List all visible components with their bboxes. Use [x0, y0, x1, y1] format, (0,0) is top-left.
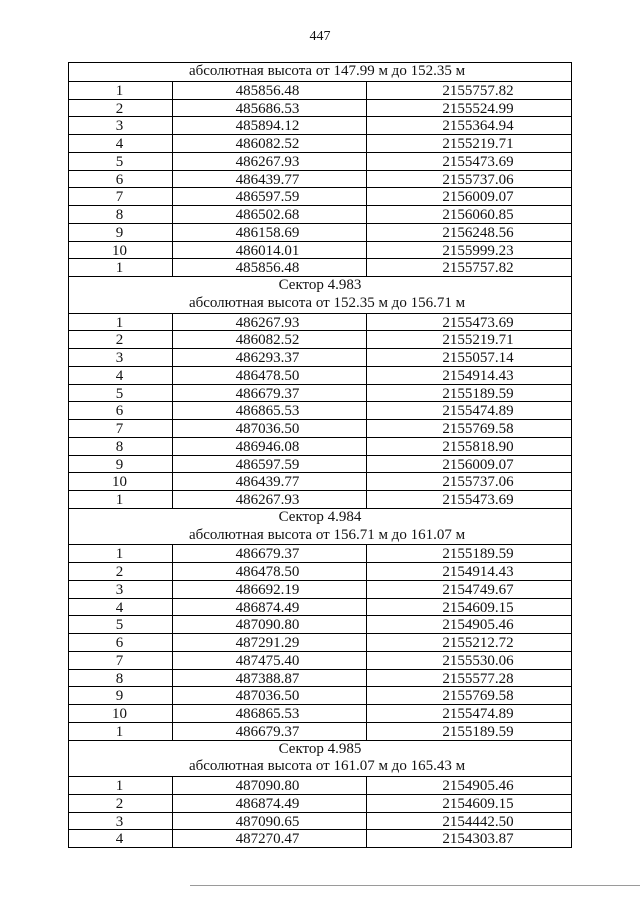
- table-row: [69, 581, 571, 599]
- point-number: 1: [69, 314, 173, 331]
- table-row: [69, 545, 571, 563]
- y-coordinate: 2156009.07: [442, 189, 514, 205]
- point-number: 7: [69, 652, 173, 669]
- table-row: [69, 687, 571, 705]
- x-coordinate: 486158.69: [173, 224, 367, 241]
- point-number: 4: [69, 367, 173, 384]
- table-row: [69, 385, 571, 403]
- point-number: 7: [69, 188, 173, 205]
- x-coordinate: 485894.12: [173, 117, 367, 134]
- sector-title: Сектор 4.983: [278, 277, 362, 293]
- x-coordinate: 486267.93: [173, 491, 367, 508]
- table-row: [69, 456, 571, 474]
- y-coordinate: 2155189.59: [442, 385, 514, 402]
- point-number: 2: [69, 563, 173, 580]
- sector-header: [69, 741, 571, 778]
- x-coordinate: 487475.40: [173, 652, 367, 669]
- table-row: [69, 830, 571, 848]
- point-number: 9: [69, 224, 173, 241]
- x-coordinate: 487090.80: [173, 616, 367, 633]
- y-coordinate: 2155818.90: [442, 438, 514, 455]
- point-number: 3: [69, 117, 173, 134]
- point-number: 3: [69, 581, 173, 598]
- x-coordinate: 487036.50: [173, 687, 367, 704]
- table-row: [69, 438, 571, 456]
- point-number: 8: [69, 438, 173, 455]
- table-row: [69, 100, 571, 118]
- x-coordinate: 487291.29: [173, 634, 367, 651]
- y-coordinate: 2156060.85: [442, 207, 514, 223]
- point-number: 6: [69, 634, 173, 651]
- point-number: 7: [69, 420, 173, 437]
- y-coordinate: 2155364.94: [442, 118, 514, 134]
- altitude-range: абсолютная высота от 147.99 м до 152.35 м: [188, 63, 466, 79]
- x-coordinate: 487090.65: [173, 813, 367, 830]
- point-number: 3: [69, 349, 173, 366]
- scan-edge-line: [190, 885, 640, 886]
- x-coordinate: 486679.37: [173, 545, 367, 562]
- x-coordinate: 486597.59: [173, 456, 367, 473]
- x-coordinate: 486267.93: [173, 153, 367, 170]
- point-number: 4: [69, 135, 173, 152]
- y-coordinate: 2154609.15: [442, 599, 514, 616]
- y-coordinate: 2156248.56: [442, 224, 514, 241]
- y-coordinate: 2154914.43: [442, 564, 514, 580]
- x-coordinate: 486946.08: [173, 438, 367, 455]
- x-coordinate: 485856.48: [173, 259, 367, 276]
- sector-title: Сектор 4.985: [278, 740, 362, 757]
- point-number: 5: [69, 153, 173, 170]
- table-row: [69, 652, 571, 670]
- point-number: 1: [69, 777, 173, 794]
- point-number: 8: [69, 670, 173, 687]
- sector-title: Сектор 4.984: [278, 508, 362, 525]
- x-coordinate: 486439.77: [173, 171, 367, 188]
- table-row: [69, 188, 571, 206]
- table-row: [69, 813, 571, 831]
- x-coordinate: 486082.52: [173, 135, 367, 152]
- y-coordinate: 2154914.43: [442, 367, 514, 384]
- y-coordinate: 2155757.82: [442, 82, 514, 99]
- x-coordinate: 486293.37: [173, 349, 367, 366]
- y-coordinate: 2155474.89: [442, 403, 514, 419]
- table-row: [69, 259, 571, 277]
- point-number: 8: [69, 206, 173, 223]
- y-coordinate: 2155524.99: [442, 100, 514, 117]
- y-coordinate: 2155530.06: [442, 652, 514, 669]
- x-coordinate: 486679.37: [173, 385, 367, 402]
- x-coordinate: 486439.77: [173, 473, 367, 490]
- table-row: [69, 242, 571, 260]
- y-coordinate: 2155057.14: [442, 350, 514, 366]
- table-row: [69, 367, 571, 385]
- y-coordinate: 2155474.89: [442, 706, 514, 722]
- point-number: 6: [69, 402, 173, 419]
- table-row: [69, 331, 571, 349]
- table-row: [69, 206, 571, 224]
- point-number: 10: [69, 705, 173, 722]
- point-number: 5: [69, 616, 173, 633]
- point-number: 2: [69, 795, 173, 812]
- x-coordinate: 485856.48: [173, 82, 367, 99]
- point-number: 1: [69, 259, 173, 276]
- altitude-range: абсолютная высота от 152.35 м до 156.71 м: [188, 294, 466, 311]
- table-row: [69, 224, 571, 242]
- x-coordinate: 487036.50: [173, 420, 367, 437]
- x-coordinate: 486679.37: [173, 723, 367, 740]
- table-row: [69, 563, 571, 581]
- x-coordinate: 486692.19: [173, 581, 367, 598]
- table-row: [69, 616, 571, 634]
- table-row: [69, 117, 571, 135]
- y-coordinate: 2154749.67: [442, 581, 514, 598]
- y-coordinate: 2154303.87: [442, 831, 514, 847]
- x-coordinate: 486865.53: [173, 705, 367, 722]
- y-coordinate: 2155737.06: [442, 474, 514, 490]
- table-row: [69, 599, 571, 617]
- x-coordinate: 486874.49: [173, 795, 367, 812]
- table-row: [69, 795, 571, 813]
- y-coordinate: 2155212.72: [442, 635, 514, 651]
- table-row: [69, 777, 571, 795]
- x-coordinate: 486082.52: [173, 331, 367, 348]
- point-number: 1: [69, 82, 173, 99]
- y-coordinate: 2155769.58: [442, 688, 514, 704]
- sector-header: [69, 509, 571, 546]
- altitude-range: абсолютная высота от 161.07 м до 165.43 м: [188, 758, 466, 775]
- table-row: [69, 705, 571, 723]
- y-coordinate: 2155189.59: [442, 546, 514, 562]
- y-coordinate: 2155219.71: [442, 332, 514, 348]
- x-coordinate: 485686.53: [173, 100, 367, 117]
- table-row: [69, 723, 571, 741]
- table-row: [69, 314, 571, 332]
- y-coordinate: 2155219.71: [442, 136, 514, 152]
- x-coordinate: 486865.53: [173, 402, 367, 419]
- y-coordinate: 2155769.58: [442, 421, 514, 437]
- x-coordinate: 486478.50: [173, 367, 367, 384]
- table-row: [69, 349, 571, 367]
- y-coordinate: 2155757.82: [442, 260, 514, 276]
- x-coordinate: 486597.59: [173, 188, 367, 205]
- y-coordinate: 2155473.69: [442, 492, 514, 508]
- point-number: 3: [69, 813, 173, 830]
- x-coordinate: 486478.50: [173, 563, 367, 580]
- point-number: 4: [69, 830, 173, 847]
- point-number: 2: [69, 331, 173, 348]
- table-row: [69, 670, 571, 688]
- y-coordinate: 2155189.59: [442, 723, 514, 740]
- y-coordinate: 2154609.15: [442, 795, 514, 812]
- point-number: 1: [69, 723, 173, 740]
- coordinates-table: [68, 62, 572, 848]
- y-coordinate: 2154905.46: [442, 778, 514, 794]
- x-coordinate: 486014.01: [173, 242, 367, 259]
- table-row: [69, 420, 571, 438]
- point-number: 2: [69, 100, 173, 117]
- table-row: [69, 135, 571, 153]
- x-coordinate: 486502.68: [173, 206, 367, 223]
- table-row: [69, 491, 571, 509]
- y-coordinate: 2155999.23: [442, 242, 514, 259]
- point-number: 5: [69, 385, 173, 402]
- altitude-range: абсолютная высота от 156.71 м до 161.07 м: [188, 526, 466, 543]
- y-coordinate: 2155473.69: [442, 153, 514, 170]
- table-row: [69, 153, 571, 171]
- table-row: [69, 634, 571, 652]
- point-number: 9: [69, 456, 173, 473]
- y-coordinate: 2155473.69: [442, 314, 514, 331]
- table-row: [69, 171, 571, 189]
- point-number: 9: [69, 687, 173, 704]
- sector-header: [69, 63, 571, 82]
- y-coordinate: 2156009.07: [442, 456, 514, 473]
- point-number: 1: [69, 545, 173, 562]
- x-coordinate: 487090.80: [173, 777, 367, 794]
- page-number: 447: [309, 29, 331, 44]
- x-coordinate: 487270.47: [173, 830, 367, 847]
- table-row: [69, 82, 571, 100]
- point-number: 6: [69, 171, 173, 188]
- point-number: 10: [69, 242, 173, 259]
- point-number: 4: [69, 599, 173, 616]
- point-number: 1: [69, 491, 173, 508]
- y-coordinate: 2155577.28: [442, 670, 514, 687]
- y-coordinate: 2154442.50: [442, 813, 514, 830]
- sector-header: [69, 277, 571, 314]
- point-number: 10: [69, 473, 173, 490]
- table-row: [69, 473, 571, 491]
- y-coordinate: 2155737.06: [442, 171, 514, 188]
- x-coordinate: 486874.49: [173, 599, 367, 616]
- table-row: [69, 402, 571, 420]
- x-coordinate: 486267.93: [173, 314, 367, 331]
- y-coordinate: 2154905.46: [442, 617, 514, 633]
- x-coordinate: 487388.87: [173, 670, 367, 687]
